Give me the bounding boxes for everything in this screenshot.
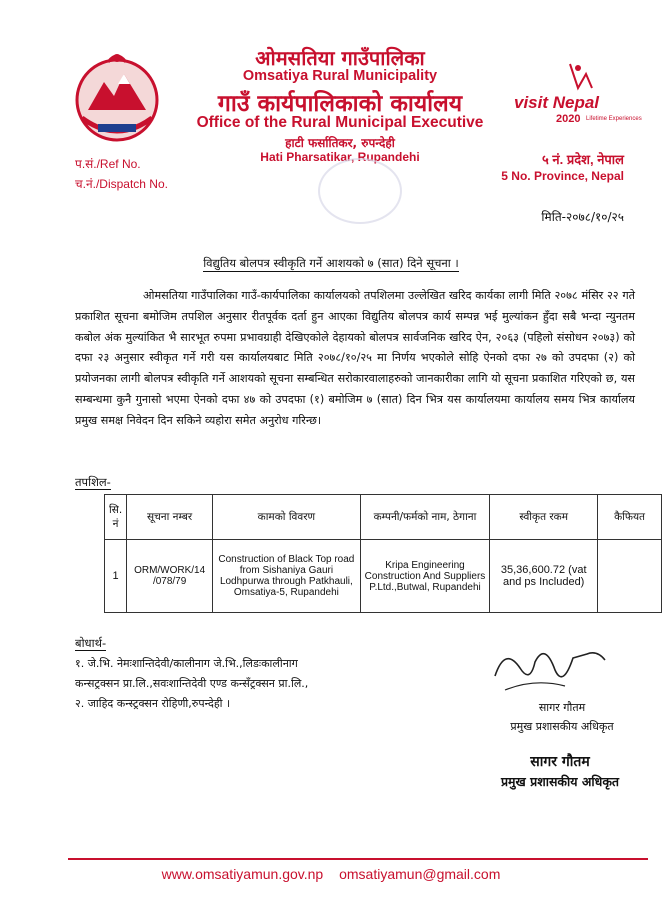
dispatch-no-label: च.नं./Dispatch No. [75,177,168,191]
footer-divider [68,858,648,860]
details-label: तपशिल- [75,475,111,489]
svg-text:visit Nepal: visit Nepal [514,93,600,112]
col-work-description: कामको विवरण [213,495,361,540]
col-sn: सि. नं [105,495,127,540]
cc-label: बोधार्थ- [75,636,107,650]
date: मिति-२०७८/१०/२५ [541,210,624,224]
cell-company: Kripa Engineering Construction And Suppliers P.Ltd.,Butwal, Rupandehi [360,540,490,613]
cc-line-1: १. जे.भि. नेमःशान्तिदेवी/कालीनाग जे.भि.,लिडःकालीनाग [75,657,298,670]
location-en: Hati Pharsatikar, Rupandehi [260,150,420,164]
name-stamp [470,752,650,792]
cc-section [75,633,308,714]
svg-text:Lifetime Experiences: Lifetime Experiences [586,116,642,122]
notice-subject: विद्युतिय बोलपत्र स्वीकृति गर्ने आशयको ७ (सात) दिने सूचना । [203,256,459,270]
notice-body: ओमसतिया गाउँपालिका गाउँ-कार्यपालिका कार्यालयको तपशिलमा उल्लेखित खरिद कार्यका लागी मिति २०७८ मंसिर २२ गते प्रकाशित सूचना बमोजिम तपशिल अनुसार रीतपूर्वक दर्ता हुन आएका विद्युतिय बोलपत्र कार्य सम्पन्न भई मुल्यांकन हुँदा सबै भन्दा न्युनतम कबोल अंक मुल्यांकित भै सारभूत रुपमा प्रभावग्राही देखिएकोले देहायको बोलपत्र सार्वजनिक खरिद ऐन, २०६३ (पहिलो संसोधन २०७३) को दफा २३ अनुसार स्वीकृत गर्ने गरी यस कार्यालयबाट मिति २०७८/१०/२५ मा निर्णय भएकोले सोहि ऐनको दफा २७ को उपदफा (२) को प्रयोजनका लागी बोलपत्र स्वीकृति गर्ने आशयको सूचना सम्बन्धित सरोकारवालाहरुको जानकारीका लागि यो सूचना प्रकाशित गरिएको छ, यस सम्बन्धमा कुनै गुनासो भएमा ऐनको दफा ४७ को उपदफा (१) बमोजिम ७ (सात) दिन भित्र यस कार्यालयमा कार्यालय समय भित्र कार्यालय प्रमुख समक्ष निवेदन दिन सकिने व्यहोरा समेत अनुरोध गरिन्छ। [75,289,635,427]
footer-website[interactable]: www.omsatiyamun.gov.np [161,866,324,882]
col-remarks: कैफियत [598,495,662,540]
details-table [104,494,662,613]
footer [0,866,662,882]
svg-text:2020: 2020 [556,113,581,125]
visit-nepal-logo [512,60,642,130]
cell-remarks [598,540,662,613]
signatory-title: प्रमुख प्रशासकीय अधिकृत [510,720,614,733]
province-np: ५ नं. प्रदेश, नेपाल [542,152,624,167]
signatory-name: सागर गौतम [538,701,586,714]
ref-no-label: प.सं./Ref No. [75,157,141,171]
province-en: 5 No. Province, Nepal [501,169,624,183]
col-approved-amount: स्वीकृत रकम [490,495,598,540]
cell-approved-amount: 35,36,600.72 (vat and ps Included) [490,540,598,613]
cell-notice-no: ORM/WORK/14 /078/79 [127,540,213,613]
stamp-name: सागर गौतम [530,754,590,770]
signatory-block [492,698,632,736]
municipality-name-np: ओमसतिया गाउँपालिका [255,46,425,70]
cell-sn: 1 [105,540,127,613]
location-np: हाटी फर्सातिकर, रुपन्देही [285,136,395,150]
cell-work-description: Construction of Black Top road from Sishaniya Gauri Lodhpurwa through Patkhauli, Omsatiya-5, Rupandehi [213,540,361,613]
cc-line-2: कन्सट्रक्सन प्रा.लि.,सवःशान्तिदेवी एण्ड कन्सँट्रक्सन प्रा.लि., [75,677,309,690]
stamp-title: प्रमुख प्रशासकीय अधिकृत [500,774,620,789]
office-name-np: गाउँ कार्यपालिकाको कार्यालय [217,91,463,117]
col-company: कम्पनी/फर्मको नाम, ठेगाना [360,495,490,540]
col-notice-no: सूचना नम्बर [127,495,213,540]
table-header-row [105,495,662,540]
footer-email[interactable]: omsatiyamun@gmail.com [339,866,501,882]
table-row [105,540,662,613]
cc-line-3: २. जाहिद कन्स्ट्रक्सन रोहिणी,रुपन्देही । [75,697,231,710]
municipality-name-en: Omsatiya Rural Municipality [242,68,438,84]
office-name-en: Office of the Rural Municipal Executive [196,114,484,131]
handwritten-signature [475,636,625,756]
office-stamp-faint [318,158,402,224]
